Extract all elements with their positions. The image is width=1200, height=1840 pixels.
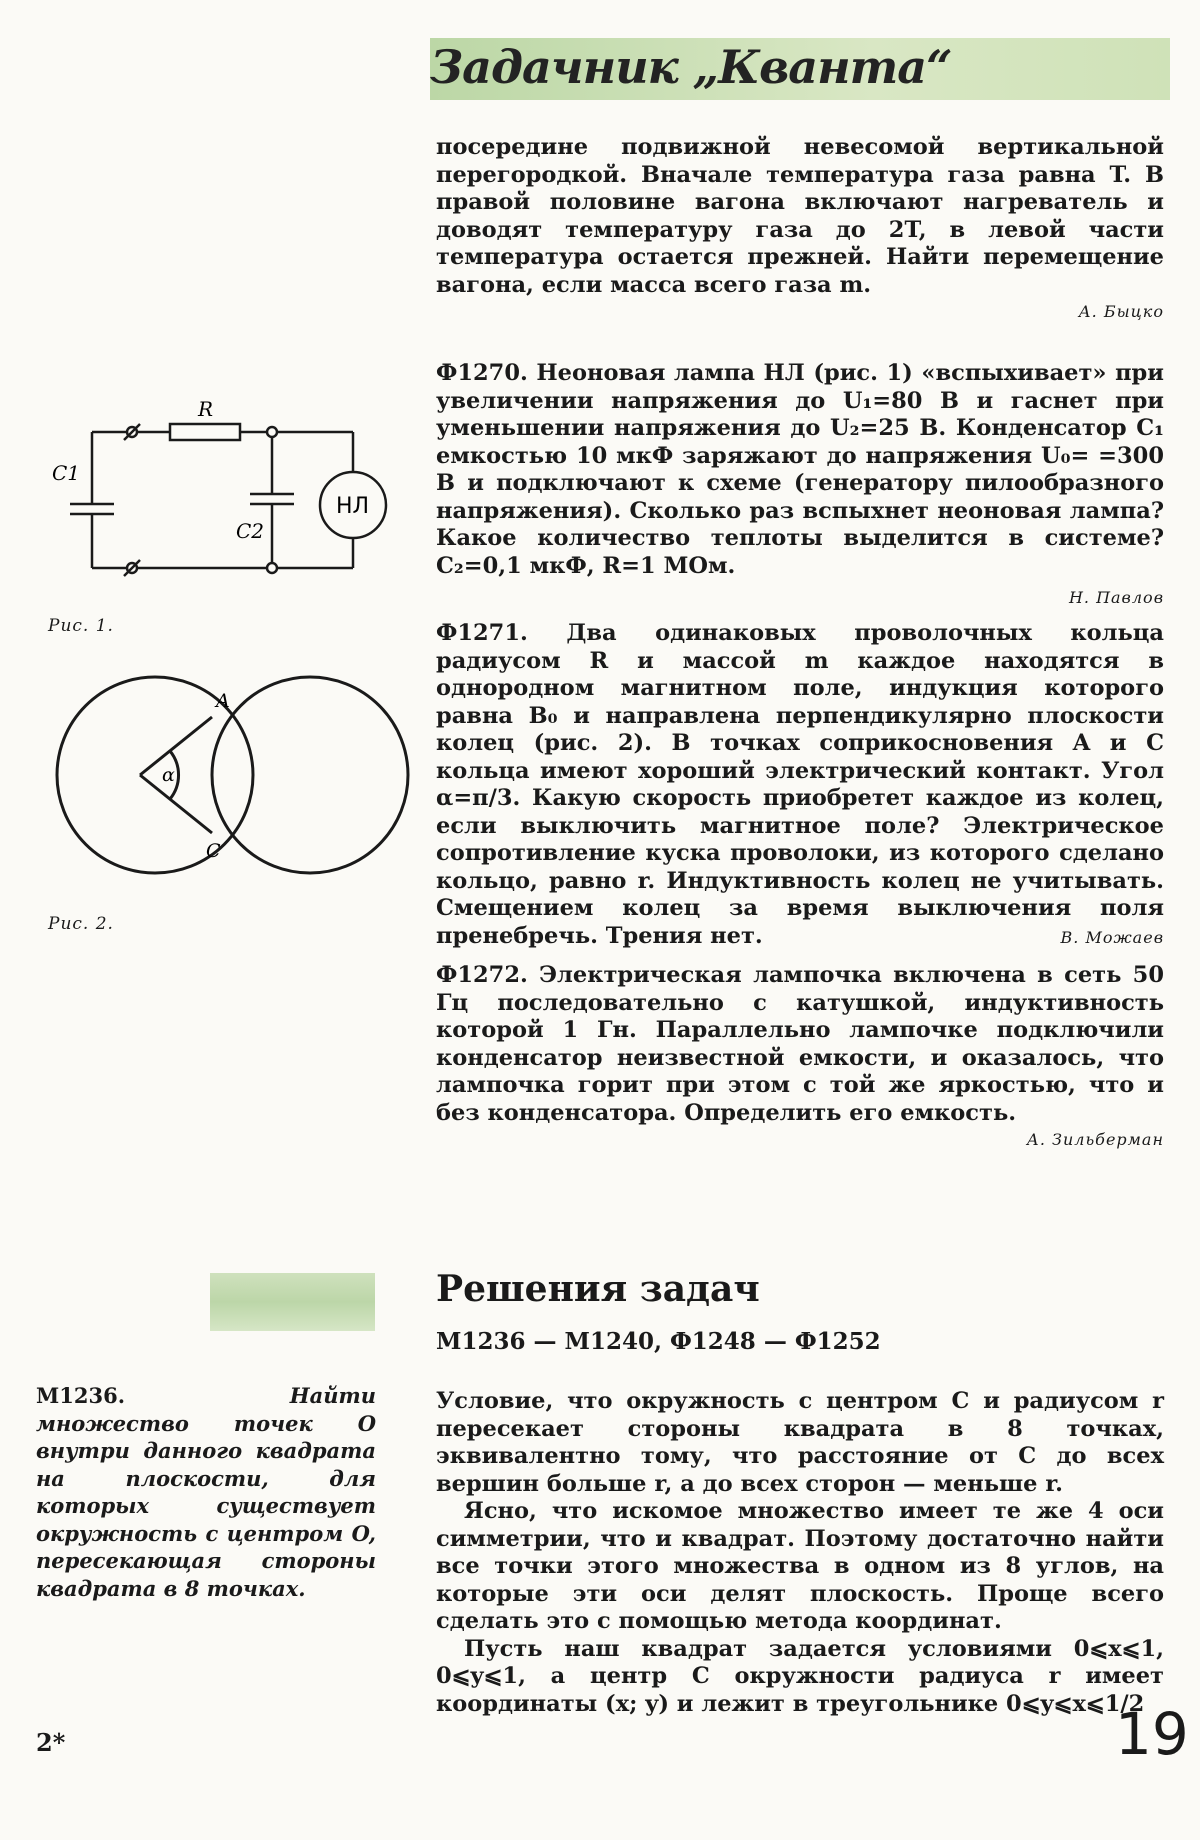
problem-f1270 (436, 360, 1164, 580)
problem-id: Ф1271. (436, 620, 528, 646)
problem-author: Н. Павлов (1068, 588, 1164, 607)
intro-author: А. Быцко (1078, 302, 1164, 321)
figure-2-rings (40, 660, 400, 910)
problem-text: Два одинаковых проволочных кольца радиусом R и массой m каждое находятся в однородном магнитном поле, индукция которого равна B₀ и направлена перпендикулярно плоскости колец (рис. 2). В точках соприкосновения A и C кольца имеют хороший электрический контакт. Угол α=π/3. Какую скорость приобретет каждое из колец, если выключить магнитное поле? Электрическое сопротивление куска проволоки, из которого сделано кольцо, равно r. Индуктивность колец не учитывать. Смещением колец за время выключения поля пренебречь. Трения нет. (436, 620, 1164, 949)
problem-f1272 (436, 962, 1164, 1127)
label-alpha: α (162, 764, 175, 786)
page-number: 19 (1115, 1700, 1189, 1768)
label-c2: C2 (236, 519, 265, 543)
label-r: R (198, 397, 214, 421)
problem-f1271 (436, 620, 1164, 950)
solution-sidebar (36, 1382, 376, 1602)
figure-1-caption: Рис. 1. (48, 616, 114, 636)
intro-paragraph: посередине подвижной невесомой вертикальной перегородкой. Вначале температура газа равна T. В правой половине вагона включают нагреватель и доводят температуру газа до 2T, в левой части температура остается прежней. Найти перемещение вагона, если масса всего газа m. (436, 134, 1164, 298)
solution-body (436, 1388, 1164, 1718)
problem-text: Неоновая лампа НЛ (рис. 1) «вспыхивает» при увеличении напряжения до U₁=80 В и гаснет при уменьшении напряжения до U₂=25 В. Конденсатор C₁ емкостью 10 мкФ заряжают до напряжения U₀= =300 В и подключают к схеме (генератору пилообразного напряжения). Сколько раз вспыхнет неоновая лампа? Какое количество теплоты выделится в системе? C₂=0,1 мкФ, R=1 МОм. (436, 360, 1164, 579)
problem-text: Электрическая лампочка включена в сеть 50 Гц последовательно с катушкой, индуктивность которой 1 Гн. Параллельно лампочке подключили конденсатор неизвестной емкости, и оказалось, что лампочка горит при этом с той же яркостью, что и без конденсатора. Определить его емкость. (436, 962, 1164, 1126)
figure-2-caption: Рис. 2. (48, 914, 114, 934)
solutions-title: Решения задач (436, 1268, 760, 1310)
sidebar-problem-text: Найти множество точек O внутри данного квадрата на плоскости, для которых существует окружность с центром O, пересекающая стороны квадрата в 8 точках. (36, 1383, 376, 1601)
label-c1: C1 (52, 461, 81, 485)
solutions-color-band (210, 1273, 375, 1331)
problem-id: Ф1270. (436, 360, 528, 386)
section-header-title: Задачник „Кванта“ (430, 40, 952, 94)
solution-paragraph: Ясно, что искомое множество имеет те же 4 оси симметрии, что и квадрат. Поэтому достаточно найти все точки этого множества в одном из 8 углов, на которые эти оси делят плоскость. Проще всего сделать это с помощью метода координат. (436, 1498, 1164, 1634)
signature-mark: 2* (36, 1728, 66, 1757)
solution-paragraph: Условие, что окружность с центром C и радиусом r пересекает стороны квадрата в 8 точках, эквивалентно тому, что расстояние от C до всех вершин больше r, а до всех сторон — меньше r. (436, 1388, 1164, 1497)
problem-id: Ф1272. (436, 962, 528, 988)
label-lamp: НЛ (336, 494, 370, 519)
solutions-subtitle: М1236 — М1240, Ф1248 — Ф1252 (436, 1328, 881, 1355)
sidebar-problem-id: М1236. (36, 1383, 126, 1408)
figure-1-circuit (40, 390, 400, 590)
label-a: A (216, 690, 230, 712)
problem-author: А. Зильберман (1026, 1130, 1164, 1149)
solution-paragraph: Пусть наш квадрат задается условиями 0⩽x⩽1, 0⩽y⩽1, а центр C окружности радиуса r имеет координаты (x; y) и лежит в треугольнике 0⩽y⩽x⩽1/2 (436, 1635, 1164, 1717)
problem-author: В. Можаев (1060, 928, 1164, 947)
label-c: C (206, 840, 221, 862)
